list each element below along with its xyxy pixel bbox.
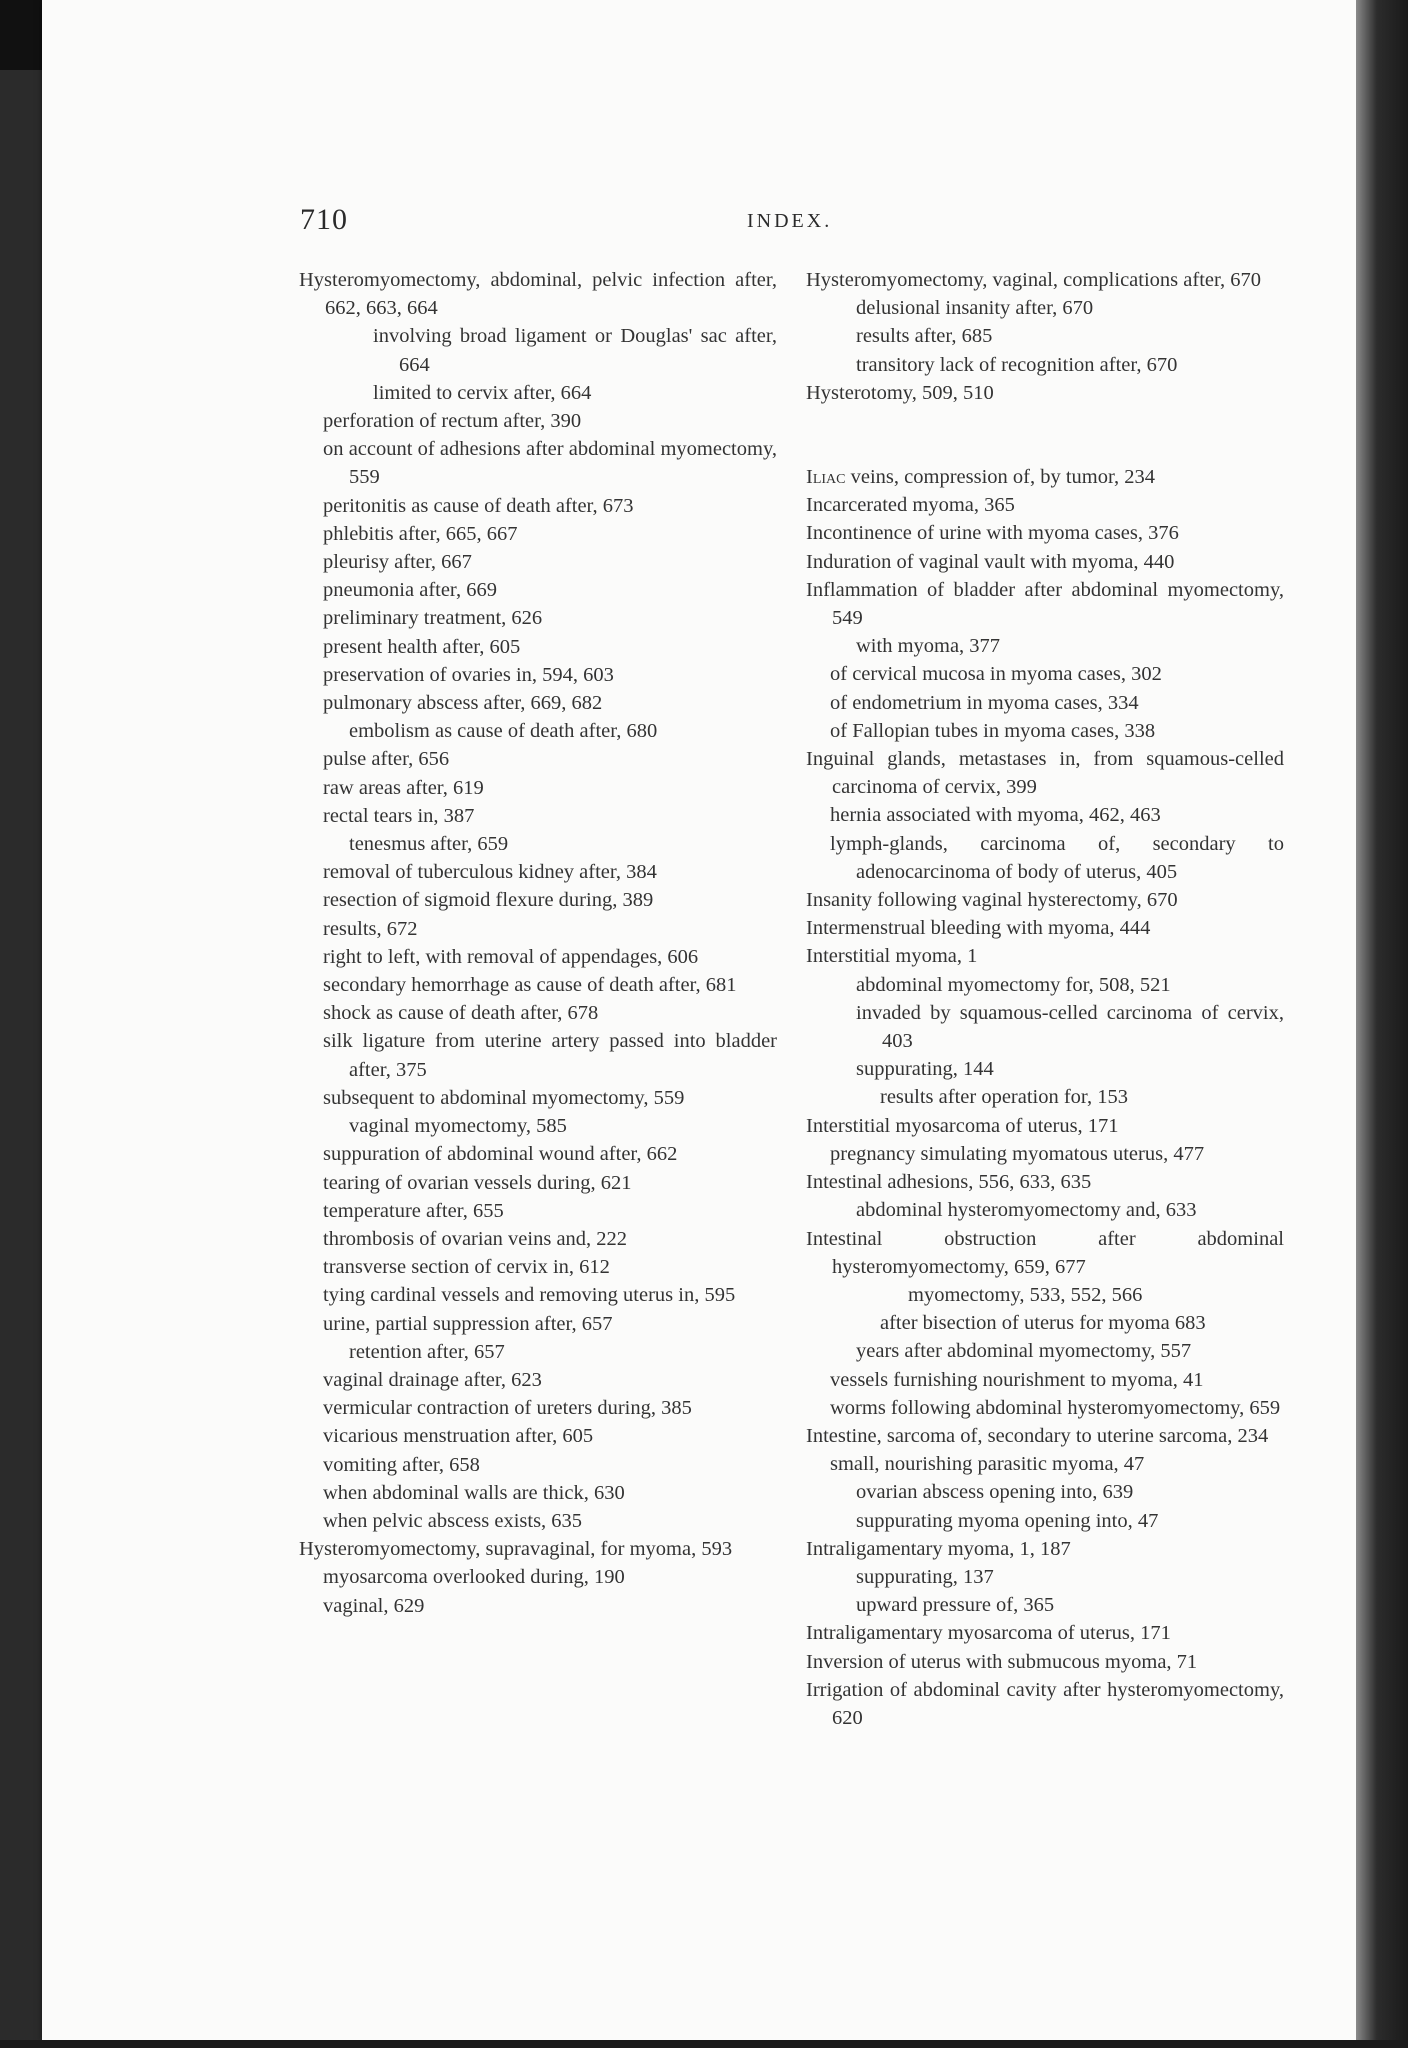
index-entry: suppurating, 137 [856, 1565, 994, 1588]
index-entry: vicarious menstruation after, 605 [323, 1425, 594, 1448]
index-entry: removal of tuberculous kidney after, 384 [323, 861, 657, 884]
index-entry: phlebitis after, 665, 667 [323, 522, 518, 545]
index-entry: Interstitial myosarcoma of uterus, 171 [806, 1114, 1119, 1137]
index-entry: with myoma, 377 [856, 635, 1001, 658]
scan-border-bottom [0, 2040, 1408, 2048]
index-entry: right to left, with removal of appendages, 606 [323, 945, 699, 968]
index-entry: abdominal myomectomy for, 508, 521 [856, 973, 1171, 996]
index-entry: transverse section of cervix in, 612 [323, 1256, 610, 1279]
index-entry: Hysteromyomectomy, supravaginal, for myoma, 593 [299, 1538, 733, 1561]
index-entry: vomiting after, 658 [323, 1453, 480, 1476]
index-entry: Inflammation of bladder after abdominal myomectomy, 549 [806, 578, 1284, 630]
index-entry: results after operation for, 153 [880, 1086, 1128, 1109]
index-entry: rectal tears in, 387 [323, 804, 475, 827]
page-number: 710 [300, 203, 348, 236]
index-entry: Induration of vaginal vault with myoma, 440 [806, 550, 1175, 573]
index-entry: abdominal hysteromyomectomy and, 633 [856, 1199, 1197, 1222]
entry-rest: veins, compression of, by tumor, 234 [845, 466, 1155, 489]
index-entry: preservation of ovaries in, 594, 603 [323, 663, 614, 686]
index-entry: after bisection of uterus for myoma 683 [880, 1312, 1206, 1335]
index-entry: tearing of ovarian vessels during, 621 [323, 1171, 632, 1194]
book-gutter [1356, 0, 1408, 2048]
index-entry [804, 463, 1284, 491]
index-entry: transitory lack of recognition after, 670 [856, 353, 1178, 376]
index-entry: Inversion of uterus with submucous myoma, 71 [806, 1650, 1198, 1673]
index-entry: temperature after, 655 [323, 1199, 504, 1222]
index-entry: tenesmus after, 659 [349, 833, 509, 856]
index-entry: Incontinence of urine with myoma cases, 376 [806, 522, 1179, 545]
index-entry: ovarian abscess opening into, 639 [856, 1481, 1134, 1504]
index-entry: hernia associated with myoma, 462, 463 [830, 804, 1161, 827]
index-entry: years after abdominal myomectomy, 557 [856, 1340, 1192, 1363]
index-entry: present health after, 605 [323, 635, 521, 658]
index-entry: Irrigation of abdominal cavity after hysteromyomectomy, 620 [806, 1678, 1284, 1729]
index-entry: small, nourishing parasitic myoma, 47 [830, 1453, 1145, 1476]
index-entry: when abdominal walls are thick, 630 [323, 1481, 625, 1504]
index-entry: Intraligamentary myosarcoma of uterus, 171 [806, 1622, 1171, 1645]
index-entry: when pelvic abscess exists, 635 [323, 1509, 583, 1532]
index-entry: Incarcerated myoma, 365 [806, 494, 1015, 517]
index-entry: Intestinal obstruction after abdominal hysteromyomectomy, 659, 677 [806, 1227, 1284, 1278]
index-entry: resection of sigmoid flexure during, 389 [323, 889, 654, 912]
letter-gap [804, 407, 1284, 463]
index-entry: Interstitial myoma, 1 [806, 945, 978, 968]
index-entry: vermicular contraction of ureters during, 385 [323, 1397, 692, 1420]
index-entry: pulmonary abscess after, 669, 682 [323, 692, 603, 715]
index-entry: upward pressure of, 365 [856, 1594, 1055, 1617]
index-entry: peritonitis as cause of death after, 673 [323, 494, 634, 517]
index-entry: Hysteromyomectomy, vaginal, complications after, 670 [806, 269, 1261, 291]
index-entry: vaginal, 629 [323, 1594, 425, 1617]
index-entry: retention after, 657 [349, 1340, 505, 1363]
index-entry: secondary hemorrhage as cause of death after, 681 [323, 974, 737, 997]
index-entry: Insanity following vaginal hysterectomy, 670 [806, 889, 1178, 912]
right-column-h-entries [804, 266, 1284, 407]
index-column-left [297, 266, 777, 1620]
running-head: INDEX. [747, 210, 833, 232]
index-entry: silk ligature from uterine artery passed into bladder after, 375 [323, 1030, 777, 1081]
index-entry: Intestinal adhesions, 556, 633, 635 [806, 1171, 1092, 1194]
index-entry: of Fallopian tubes in myoma cases, 338 [830, 719, 1156, 742]
index-entry: pneumonia after, 669 [323, 579, 497, 602]
book-page [42, 0, 1368, 2040]
index-entry: subsequent to abdominal myomectomy, 559 [323, 1086, 685, 1109]
index-entry: involving broad ligament or Douglas' sac after, 664 [373, 325, 777, 376]
index-entry: vaginal myomectomy, 585 [349, 1115, 567, 1138]
index-entry: shock as cause of death after, 678 [323, 1002, 599, 1025]
index-entry: thrombosis of ovarian veins and, 222 [323, 1227, 628, 1250]
index-entry: preliminary treatment, 626 [323, 607, 543, 630]
index-entry: Hysteromyomectomy, abdominal, pelvic infection after, 662, 663, 664 [299, 269, 777, 320]
index-entry: results, 672 [323, 917, 418, 940]
right-column-i-entries [804, 491, 1284, 1732]
index-entry: perforation of rectum after, 390 [323, 410, 582, 433]
index-entry: embolism as cause of death after, 680 [349, 720, 658, 743]
index-entry: on account of adhesions after abdominal myomectomy, 559 [323, 438, 777, 489]
index-entry: Intermenstrual bleeding with myoma, 444 [806, 917, 1151, 940]
index-entry: delusional insanity after, 670 [856, 297, 1094, 320]
entry-first-word: Iliac [806, 466, 846, 489]
index-entry: tying cardinal vessels and removing uterus in, 595 [323, 1284, 736, 1307]
index-entry: vessels furnishing nourishment to myoma, 41 [830, 1368, 1204, 1391]
index-column-right [804, 266, 1284, 1732]
index-entry: Inguinal glands, metastases in, from squamous-celled carcinoma of cervix, 399 [806, 748, 1284, 799]
index-entry: pleurisy after, 667 [323, 551, 472, 574]
index-entry: Hysterotomy, 509, 510 [806, 381, 994, 404]
index-entry: Intraligamentary myoma, 1, 187 [806, 1537, 1071, 1560]
index-entry: myomectomy, 533, 552, 566 [908, 1283, 1143, 1306]
index-entry: Intestine, sarcoma of, secondary to uterine sarcoma, 234 [806, 1424, 1269, 1447]
index-entry: suppuration of abdominal wound after, 662 [323, 1143, 678, 1166]
index-entry: of endometrium in myoma cases, 334 [830, 691, 1139, 714]
index-entry: worms following abdominal hysteromyomectomy, 659 [830, 1396, 1281, 1419]
index-entry: urine, partial suppression after, 657 [323, 1312, 613, 1335]
index-entry: raw areas after, 619 [323, 776, 484, 799]
index-entry: of cervical mucosa in myoma cases, 302 [830, 663, 1162, 686]
index-entry: pregnancy simulating myomatous uterus, 477 [830, 1142, 1205, 1165]
index-entry: vaginal drainage after, 623 [323, 1368, 542, 1391]
index-entry: suppurating, 144 [856, 1058, 994, 1081]
index-entry: myosarcoma overlooked during, 190 [323, 1566, 625, 1589]
index-entry: results after, 685 [856, 325, 993, 348]
index-entry: limited to cervix after, 664 [373, 381, 592, 404]
index-entry: pulse after, 656 [323, 748, 450, 771]
index-entry: suppurating myoma opening into, 47 [856, 1509, 1159, 1532]
index-entry: invaded by squamous-celled carcinoma of cervix, 403 [856, 1001, 1284, 1053]
index-entry: lymph-glands, carcinoma of, secondary to adenocarcinoma of body of uterus, 405 [830, 832, 1284, 883]
